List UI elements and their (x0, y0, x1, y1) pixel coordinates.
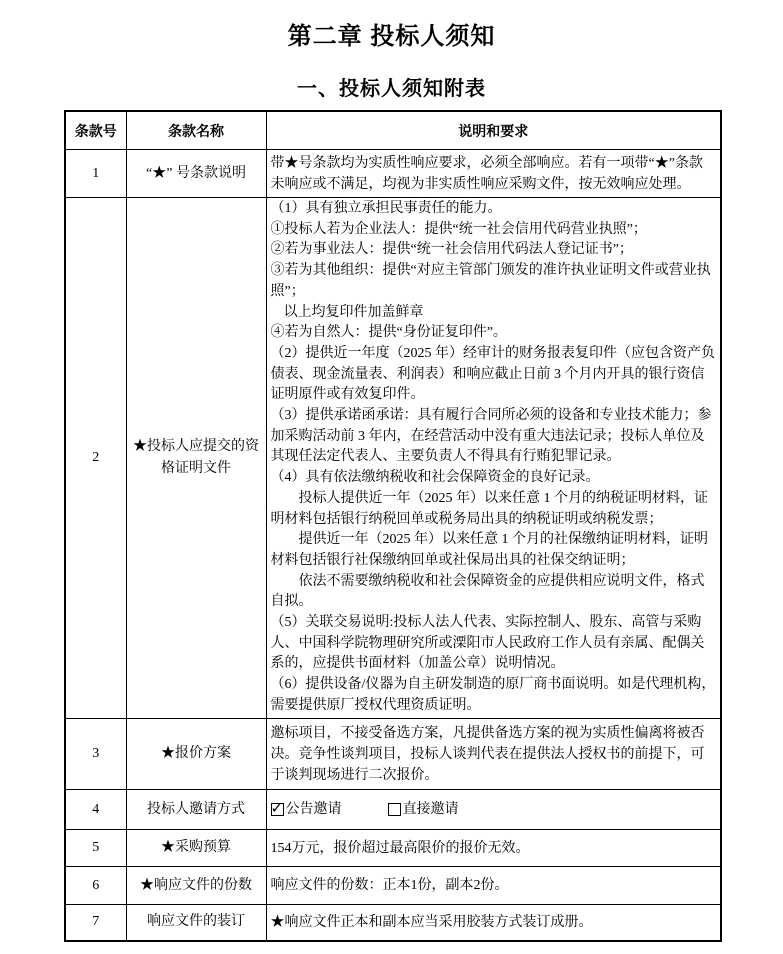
clause-name-cell: ★报价方案 (126, 719, 266, 790)
option-public-invitation (271, 799, 342, 820)
clause-name-cell: ★采购预算 (126, 830, 266, 867)
desc-paragraph: 依法不需要缴纳税收和社会保障资金的应提供相应说明文件，格式自拟。 (270, 573, 705, 610)
header-clause-desc: 说明和要求 (266, 111, 721, 150)
clause-table (64, 110, 722, 942)
clause-no-cell: 6 (65, 867, 126, 905)
checkbox-label: 公告邀请 (285, 802, 342, 817)
table-row-2 (65, 198, 721, 719)
clause-no-cell: 5 (65, 830, 126, 867)
invitation-options (271, 799, 717, 820)
checkbox-unchecked-icon (388, 803, 401, 816)
desc-paragraph: （4）具有依法缴纳税收和社会保障资金的良好记录。 (270, 470, 600, 486)
checkbox-checked-icon (271, 803, 284, 816)
clause-name-cell: 响应文件的装订 (126, 905, 266, 941)
page-title: 第二章 投标人须知 (287, 23, 496, 50)
table-header-row (65, 111, 721, 150)
clause-name-cell: 投标人邀请方式 (126, 790, 266, 830)
clause-no-cell: 7 (65, 905, 126, 941)
section-title: 一、投标人须知附表 (297, 78, 486, 100)
clause-desc-cell: 154万元，报价超过最高限价的报价无效。 (266, 830, 721, 867)
clause-no-cell: 3 (65, 719, 126, 790)
clause-no-cell: 4 (65, 790, 126, 830)
clause-desc-cell: 邀标项目，不接受备选方案，凡提供备选方案的视为实质性偏离将被否决。竞争性谈判项目，投标人谈判代表在提供法人授权书的前提下，可于谈判现场进行二次报价。 (266, 719, 721, 790)
clause-name-cell: ★投标人应提交的资格证明文件 (126, 198, 266, 719)
table-row-6 (65, 867, 721, 905)
table-row-7 (65, 905, 721, 941)
desc-paragraph: （6）提供设备/仪器为自主研发制造的原厂商书面说明。如是代理机构，需要提供原厂授权代理资质证明。 (270, 677, 716, 713)
clause-desc-cell: 带★号条款均为实质性响应要求，必须全部响应。若有一项带“★”条款未响应或不满足，均视为非实质性响应采购文件，按无效响应处理。 (266, 150, 721, 198)
table-row-1 (65, 150, 721, 198)
desc-paragraph: （5）关联交易说明:投标人法人代表、实际控制人、股东、高管与采购人、中国科学院物理研究所或溧阳市人民政府工作人员有亲属、配偶关系的，应提供书面材料（加盖公章）说明情况。 (270, 615, 705, 672)
header-clause-name: 条款名称 (126, 111, 266, 150)
desc-paragraph: （1）具有独立承担民事责任的能力。 (270, 201, 502, 216)
clause-no-cell: 2 (65, 198, 126, 719)
clause-desc-cell: 响应文件的份数：正本1份，副本2份。 (266, 867, 721, 905)
desc-paragraph: ③若为其他组织：提供“对应主管部门颁发的准许执业证明文件或营业执照”； (270, 263, 711, 299)
option-direct-invitation (388, 799, 459, 820)
desc-paragraph: 提供近一年（2025 年）以来任意 1 个月的社保缴纳证明材料，证明材料包括银行社保缴纳回单或社保局出具的社保交纳证明； (270, 532, 708, 568)
checkbox-label: 直接邀请 (402, 802, 459, 817)
table-row-4 (65, 790, 721, 830)
desc-paragraph: 以上均复印件加盖鲜章 (283, 304, 424, 320)
clause-no-cell: 1 (65, 150, 126, 198)
desc-paragraph: ④若为自然人：提供“身份证复印件”。 (270, 325, 507, 341)
clause-desc-cell: ★响应文件正本和副本应当采用胶装方式装订成册。 (266, 905, 721, 941)
table-row-5 (65, 830, 721, 867)
clause-desc-cell (266, 790, 721, 830)
header-clause-no: 条款号 (65, 111, 126, 150)
desc-paragraph: 投标人提供近一年（2025 年）以来任意 1 个月的纳税证明材料，证明材料包括银行纳税回单或税务局出具的纳税证明或纳税发票； (270, 490, 708, 527)
clause-name-cell: ★响应文件的份数 (126, 867, 266, 905)
clause-name-cell: “★” 号条款说明 (126, 150, 266, 198)
clause-desc-cell (266, 198, 721, 719)
desc-paragraph: （2）提供近一年度（2025 年）经审计的财务报表复印件（应包含资产负债表、现金流量表、利润表）和响应截止日前 3 个月内开具的银行资信证明原件或有效复印件。 (270, 345, 715, 403)
desc-paragraph: （3）提供承诺函承诺：具有履行合同所必须的设备和专业技术能力；参加采购活动前 3 年内，在经营活动中没有重大违法记录；投标人单位及其现任法定代表人、主要负责人不得具有行贿犯罪记录。 (270, 408, 712, 465)
desc-paragraph: ①投标人若为企业法人：提供“统一社会信用代码营业执照”； (270, 221, 647, 237)
table-row-3 (65, 719, 721, 790)
desc-paragraph: ②若为事业法人：提供“统一社会信用代码法人登记证书”； (270, 242, 633, 258)
